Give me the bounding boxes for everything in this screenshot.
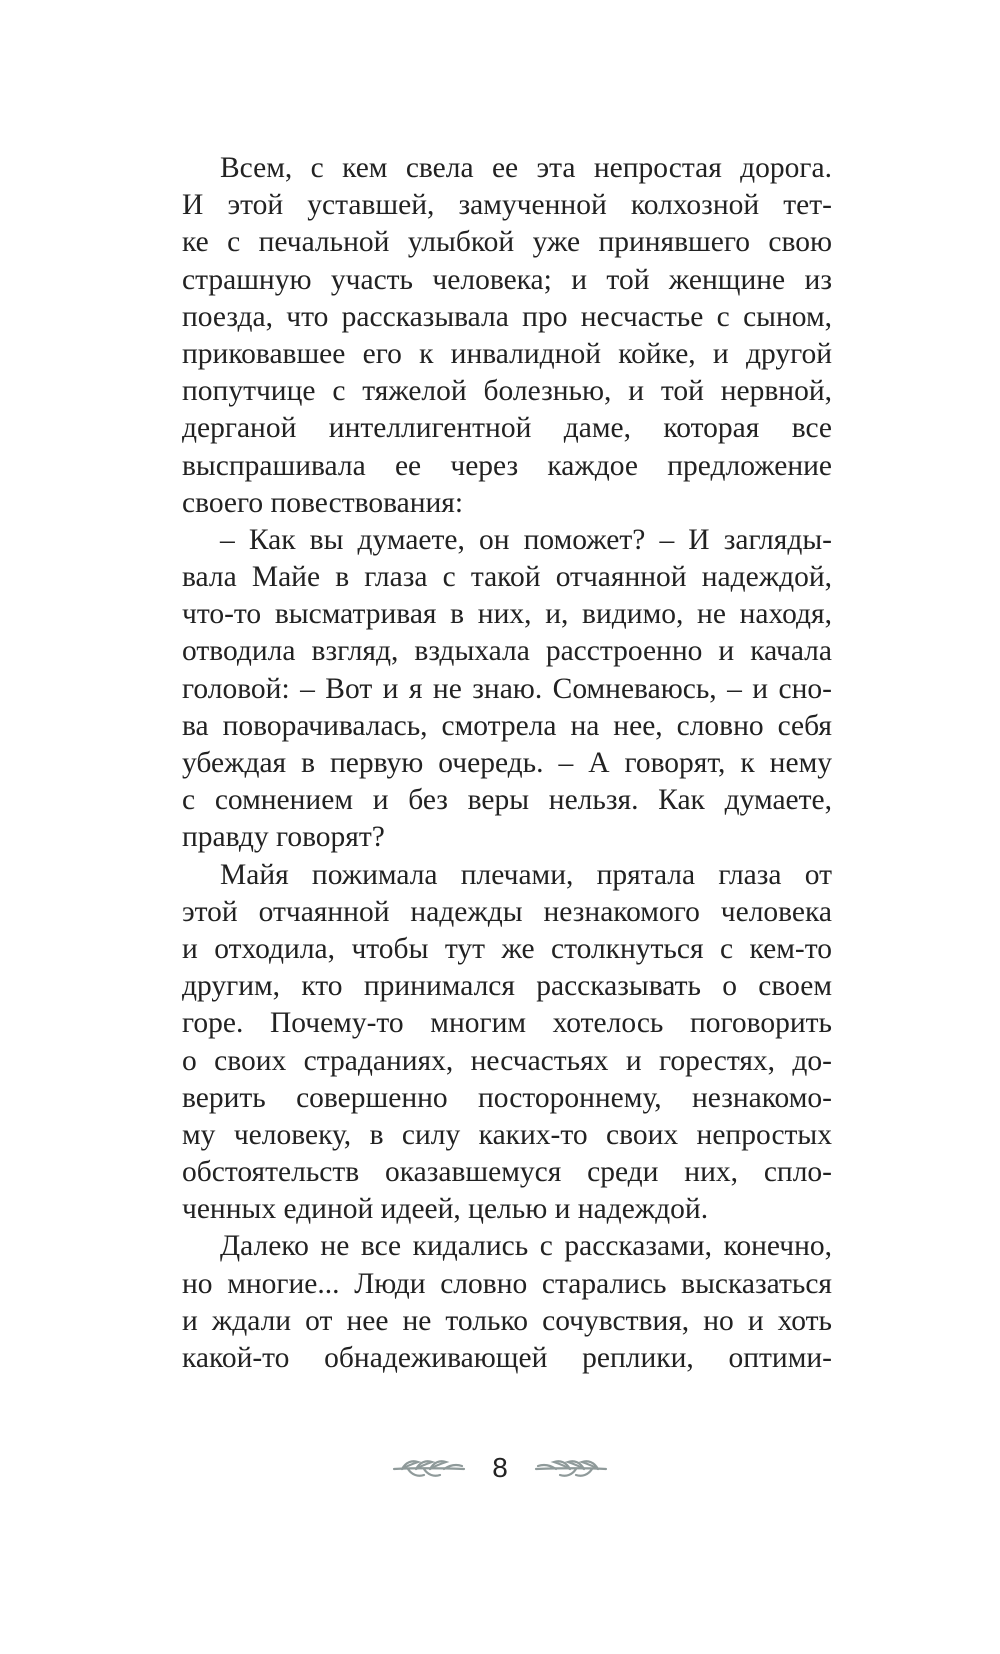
text-line: головой: – Вот и я не знаю. Сомневаюсь, – и сно- bbox=[182, 672, 832, 705]
text-line: вала Майе в глаза с такой отчаянной надеждой, bbox=[182, 561, 832, 594]
paragraph bbox=[182, 857, 832, 1229]
text-line: другим, кто принимался рассказывать о своем bbox=[182, 970, 832, 1003]
text-line: И этой уставшей, замученной колхозной тет- bbox=[182, 189, 832, 222]
paragraph bbox=[182, 522, 832, 857]
text-line: ке с печальной улыбкой уже принявшего свою bbox=[182, 226, 832, 259]
text-line: попутчице с тяжелой болезнью, и той нервной, bbox=[182, 375, 832, 408]
text-line: – Как вы думаете, он поможет? – И загляды- bbox=[220, 523, 832, 556]
paragraph bbox=[182, 150, 832, 522]
text-line: но многие... Люди словно старались высказаться bbox=[182, 1267, 832, 1300]
text-line: дерганой интеллигентной даме, которая все bbox=[182, 412, 832, 445]
text-line: какой-то обнадеживающей реплики, оптими- bbox=[182, 1342, 832, 1374]
paragraph bbox=[182, 1228, 832, 1377]
text-line: Всем, с кем свела ее эта непростая дорога. bbox=[220, 152, 832, 184]
text-line: отводила взгляд, вздыхала расстроенно и качала bbox=[182, 635, 832, 668]
text-line: ва поворачивалась, смотрела на нее, словно себя bbox=[182, 709, 832, 742]
text-line: о своих страданиях, несчастьях и горестях, до- bbox=[182, 1044, 832, 1077]
text-line: горе. Почему-то многим хотелось поговорить bbox=[182, 1007, 832, 1040]
text-line: поезда, что рассказывала про несчастье с сыном, bbox=[182, 300, 832, 333]
text-line: ченных единой идеей, целью и надеждой. bbox=[182, 1193, 709, 1226]
text-line: и ждали от нее не только сочувствия, но и хоть bbox=[182, 1304, 832, 1337]
leaf-branch-right-icon bbox=[534, 1457, 608, 1479]
page-number: 8 bbox=[492, 1452, 508, 1483]
text-line: верить совершенно постороннему, незнакомо- bbox=[182, 1081, 832, 1114]
text-line: с сомнением и без веры нельзя. Как думаете, bbox=[182, 784, 832, 817]
text-line: этой отчаянной надежды незнакомого человека bbox=[182, 895, 832, 928]
text-line: приковавшее его к инвалидной койке, и другой bbox=[182, 337, 832, 370]
text-line: убеждая в первую очередь. – А говорят, к нему bbox=[182, 747, 832, 779]
text-line: своего повествования: bbox=[182, 486, 464, 519]
text-line: обстоятельств оказавшемуся среди них, спло- bbox=[182, 1156, 832, 1189]
text-line: му человеку, в силу каких-то своих непростых bbox=[182, 1118, 832, 1151]
page-text bbox=[182, 150, 832, 1377]
text-line: что-то высматривая в них, и, видимо, не находя, bbox=[182, 598, 832, 631]
text-line: Майя пожимала плечами, прятала глаза от bbox=[220, 858, 832, 891]
text-line: страшную участь человека; и той женщине из bbox=[182, 263, 832, 296]
text-line: правду говорят? bbox=[182, 821, 385, 854]
leaf-branch-left-icon bbox=[392, 1457, 466, 1479]
text-line: Далеко не все кидались с рассказами, конечно, bbox=[220, 1230, 832, 1263]
text-line: выспрашивала ее через каждое предложение bbox=[182, 449, 832, 482]
page-footer bbox=[0, 1452, 1000, 1484]
text-line: и отходила, чтобы тут же столкнуться с кем-то bbox=[182, 932, 832, 965]
